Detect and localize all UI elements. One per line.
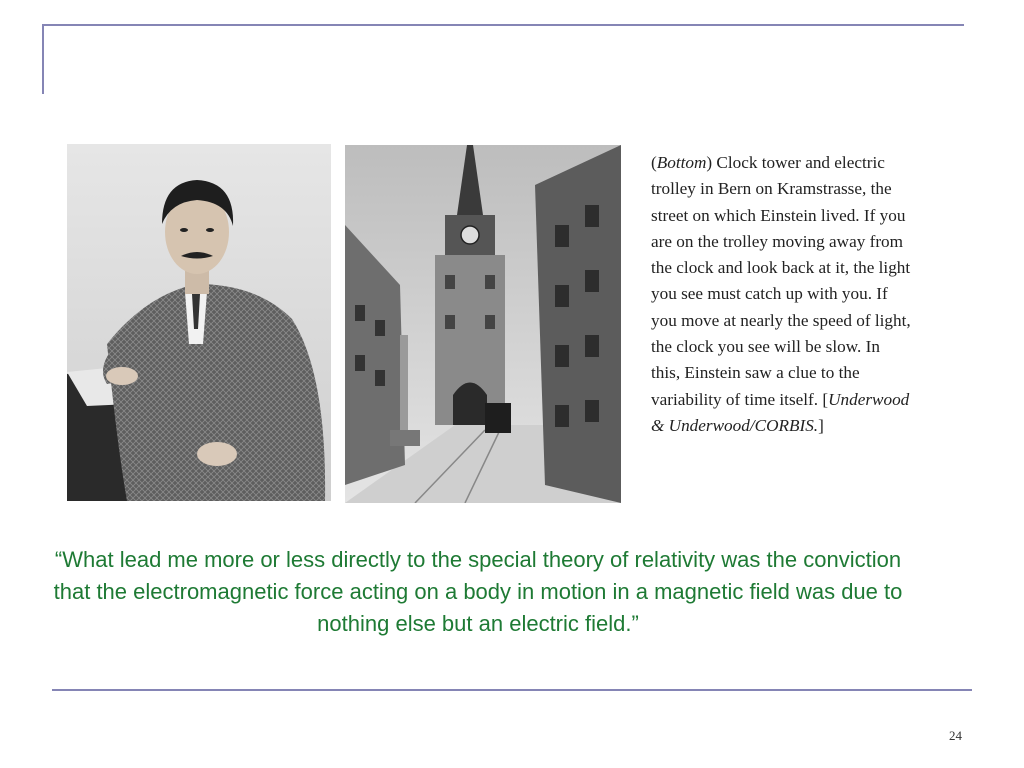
frame-left-rule [42,24,44,94]
frame-top-rule [42,24,964,26]
frame-bottom-rule [52,689,972,691]
caption-credit: Underwood & Underwood/CORBIS. [651,389,910,435]
einstein-quote: “What lead me more or less directly to the special theory of relativity was the conviction that the electromagnetic force acting on a body in motion in a magnetic field was due to nothing else but an electric field.” [53,547,903,636]
caption-label: Bottom [656,153,707,172]
einstein-portrait-photo [67,144,331,501]
portrait-photo-drawing [67,144,331,501]
page-number: 24 [949,728,962,743]
caption-close-bracket: ] [818,415,824,435]
caption-open-paren: ( [651,153,657,172]
figure-caption [651,150,913,439]
bern-street-photo [345,145,621,503]
caption-body: ) Clock tower and electric trolley in Bern on Kramstrasse, the street on which Einstein lived. If you are on the trolley moving away from the clock and look back at it, the light you see must catch up with you. If you move at nearly the speed of light, the clock you see will be slow. In this, Einstein saw a clue to the variability of time itself. [ [651,153,911,409]
street-photo-drawing [345,145,621,503]
